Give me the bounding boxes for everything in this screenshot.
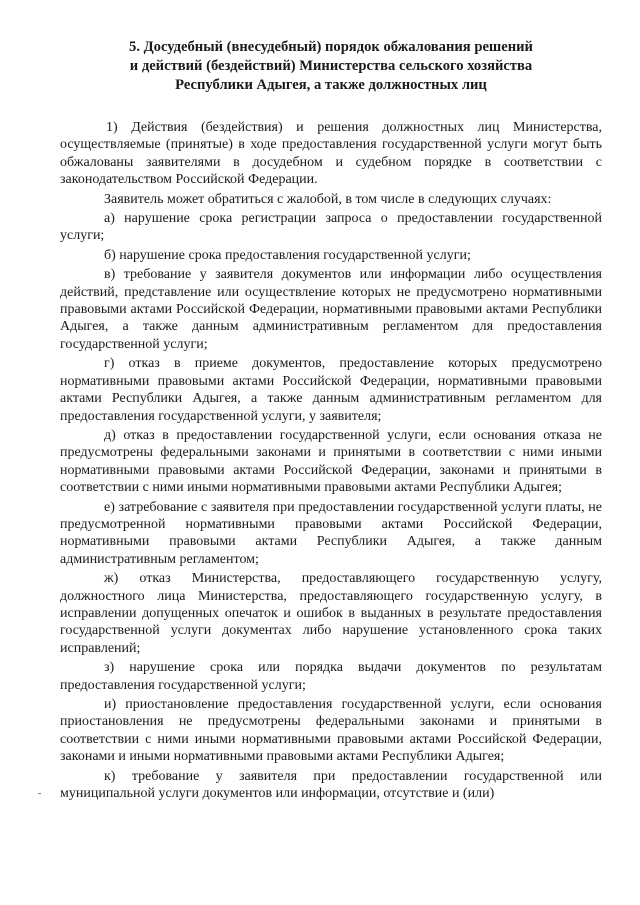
paragraph-b: б) нарушение срока предоставления государственной услуги;: [104, 247, 471, 263]
paragraph-g: г) отказ в приеме документов, предоставление которых предусмотрено нормативными правовыми актами Российской Федерации, нормативными правовыми актами Республики Адыгея, а также данным административным регламентом для предоставления государственной услуги, у заявителя;: [60, 356, 602, 424]
paragraph-i: и) приостановление предоставления государственной услуги, если основания приостановления не предусмотрены федеральными законами и принятыми в соответствии с ними иными нормативными правовыми актами Российской Федерации, законами и иными нормативными правовыми актами Республики Адыгея;: [60, 697, 602, 765]
paragraph-a: а) нарушение срока регистрации запроса о предоставлении государственной услуги;: [60, 211, 602, 244]
heading-line-3: Республики Адыгея, а также должностных лиц: [175, 77, 487, 93]
paragraph-2: Заявитель может обратиться с жалобой, в том числе в следующих случаях:: [104, 191, 552, 207]
paragraph-k: к) требование у заявителя при предоставлении государственной или муниципальной услуги документов или информации, отсутствие и (или): [60, 768, 602, 802]
document-body: [60, 119, 602, 802]
section-heading: [60, 38, 602, 95]
paragraph-e: е) затребование с заявителя при предоставлении государственной услуги платы, не предусмотренной нормативными правовыми актами Российской Федерации, нормативными правовыми актами Республики Адыгея, а также данным административным регламентом;: [60, 499, 602, 567]
paragraph-1: 1) Действия (бездействия) и решения должностных лиц Министерства, осуществляемые (принятые) в ходе предоставления государственной услуги могут быть обжалованы заявителями в досудебном и судебном порядке в соответствии с законодательством Российской Федерации.: [60, 120, 602, 188]
paragraph-v: в) требование у заявителя документов или информации либо осуществления действий, представление или осуществление которых не предусмотрено нормативными правовыми актами Российской Федерации, нормативными правовыми актами Республики Адыгея, а также данным административным регламентом для предоставления государственной услуги;: [60, 267, 602, 352]
paragraph-d: д) отказ в предоставлении государственной услуги, если основания отказа не предусмотрены федеральными законами и принятыми в соответствии с ними иными нормативными правовыми актами Российской Федерации, законами и принятыми в соответствии с ними иными нормативными правовыми актами Республики Адыгея;: [60, 427, 602, 496]
paragraph-z: з) нарушение срока или порядка выдачи документов по результатам предоставления государственной услуги;: [60, 660, 602, 693]
margin-mark: -: [38, 788, 42, 799]
heading-line-2: и действий (бездействий) Министерства сельского хозяйства: [129, 58, 533, 74]
heading-line-1: 5. Досудебный (внесудебный) порядок обжалования решений: [129, 39, 533, 55]
paragraph-zh: ж) отказ Министерства, предоставляющего государственную услугу, должностного лица Министерства, предоставляющего государственную услугу, в исправлении допущенных опечаток и ошибок в выданных в результате предоставления государственной услуги документах либо нарушение установленного срока таких исправлений;: [60, 571, 602, 656]
